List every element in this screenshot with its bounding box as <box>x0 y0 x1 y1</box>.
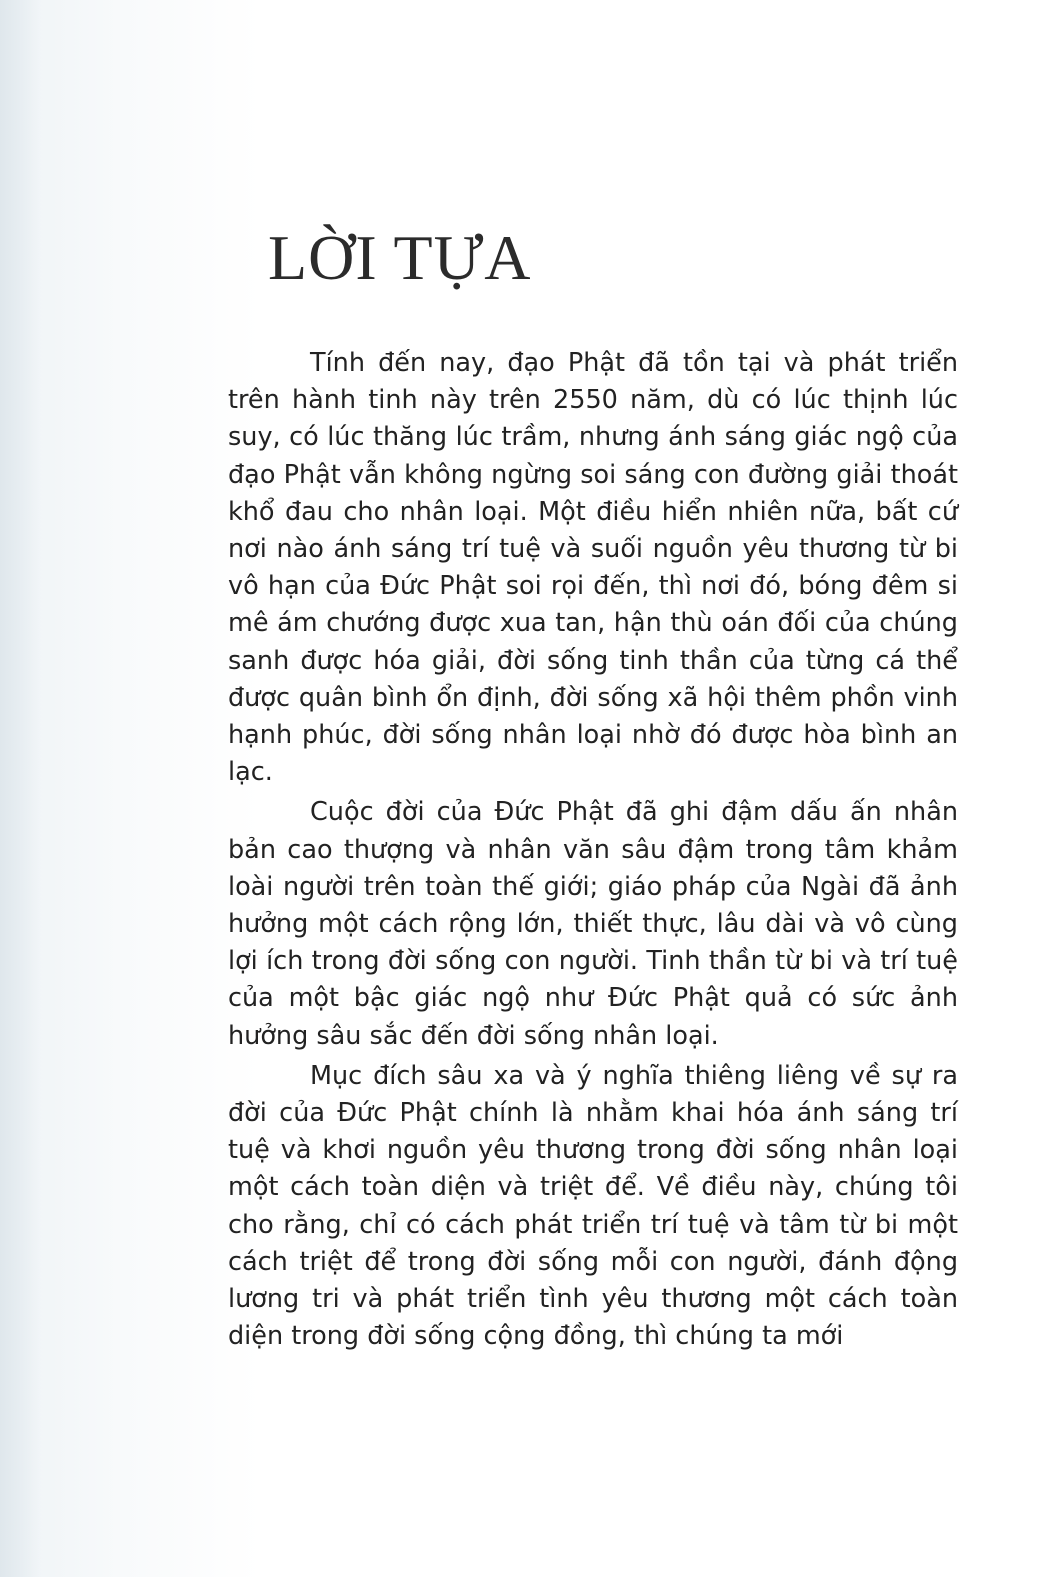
page-title: LỜI TỰA <box>268 222 532 293</box>
paragraph-1: Tính đến nay, đạo Phật đã tồn tại và phát triển trên hành tinh này trên 2550 năm, dù có lúc thịnh lúc suy, có lúc thăng lúc trầm, nhưng ánh sáng giác ngộ của đạo Phật vẫn không ngừng soi sáng con đường giải thoát khổ đau cho nhân loại. Một điều hiển nhiên nữa, bất cứ nơi nào ánh sáng trí tuệ và suối nguồn yêu thương từ bi vô hạn của Đức Phật soi rọi đến, thì nơi đó, bóng đêm si mê ám chướng được xua tan, hận thù oán đối của chúng sanh được hóa giải, đời sống tinh thần của từng cá thể được quân bình ổn định, đời sống xã hội thêm phồn vinh hạnh phúc, đời sống nhân loại nhờ đó được hòa bình an lạc. <box>228 348 958 788</box>
paragraph-2: Cuộc đời của Đức Phật đã ghi đậm dấu ấn nhân bản cao thượng và nhân văn sâu đậm trong tâm khảm loài người trên toàn thế giới; giáo pháp của Ngài đã ảnh hưởng một cách rộng lớn, thiết thực, lâu dài và vô cùng lợi ích trong đời sống con người. Tinh thần từ bi và trí tuệ của một bậc giác ngộ như Đức Phật quả có sức ảnh hưởng sâu sắc đến đời sống nhân loại. <box>228 797 958 1051</box>
paragraph-3: Mục đích sâu xa và ý nghĩa thiêng liêng về sự ra đời của Đức Phật chính là nhằm khai hóa ánh sáng trí tuệ và khơi nguồn yêu thương trong đời sống nhân loại một cách toàn diện và triệt để. Về điều này, chúng tôi cho rằng, chỉ có cách phát triển trí tuệ và tâm từ bi một cách triệt để trong đời sống mỗi con người, đánh động lương tri và phát triển tình yêu thương một cách toàn diện trong đời sống cộng đồng, thì chúng ta mới <box>228 1060 958 1352</box>
spine-shadow <box>0 0 40 1577</box>
body-text <box>228 345 958 1355</box>
